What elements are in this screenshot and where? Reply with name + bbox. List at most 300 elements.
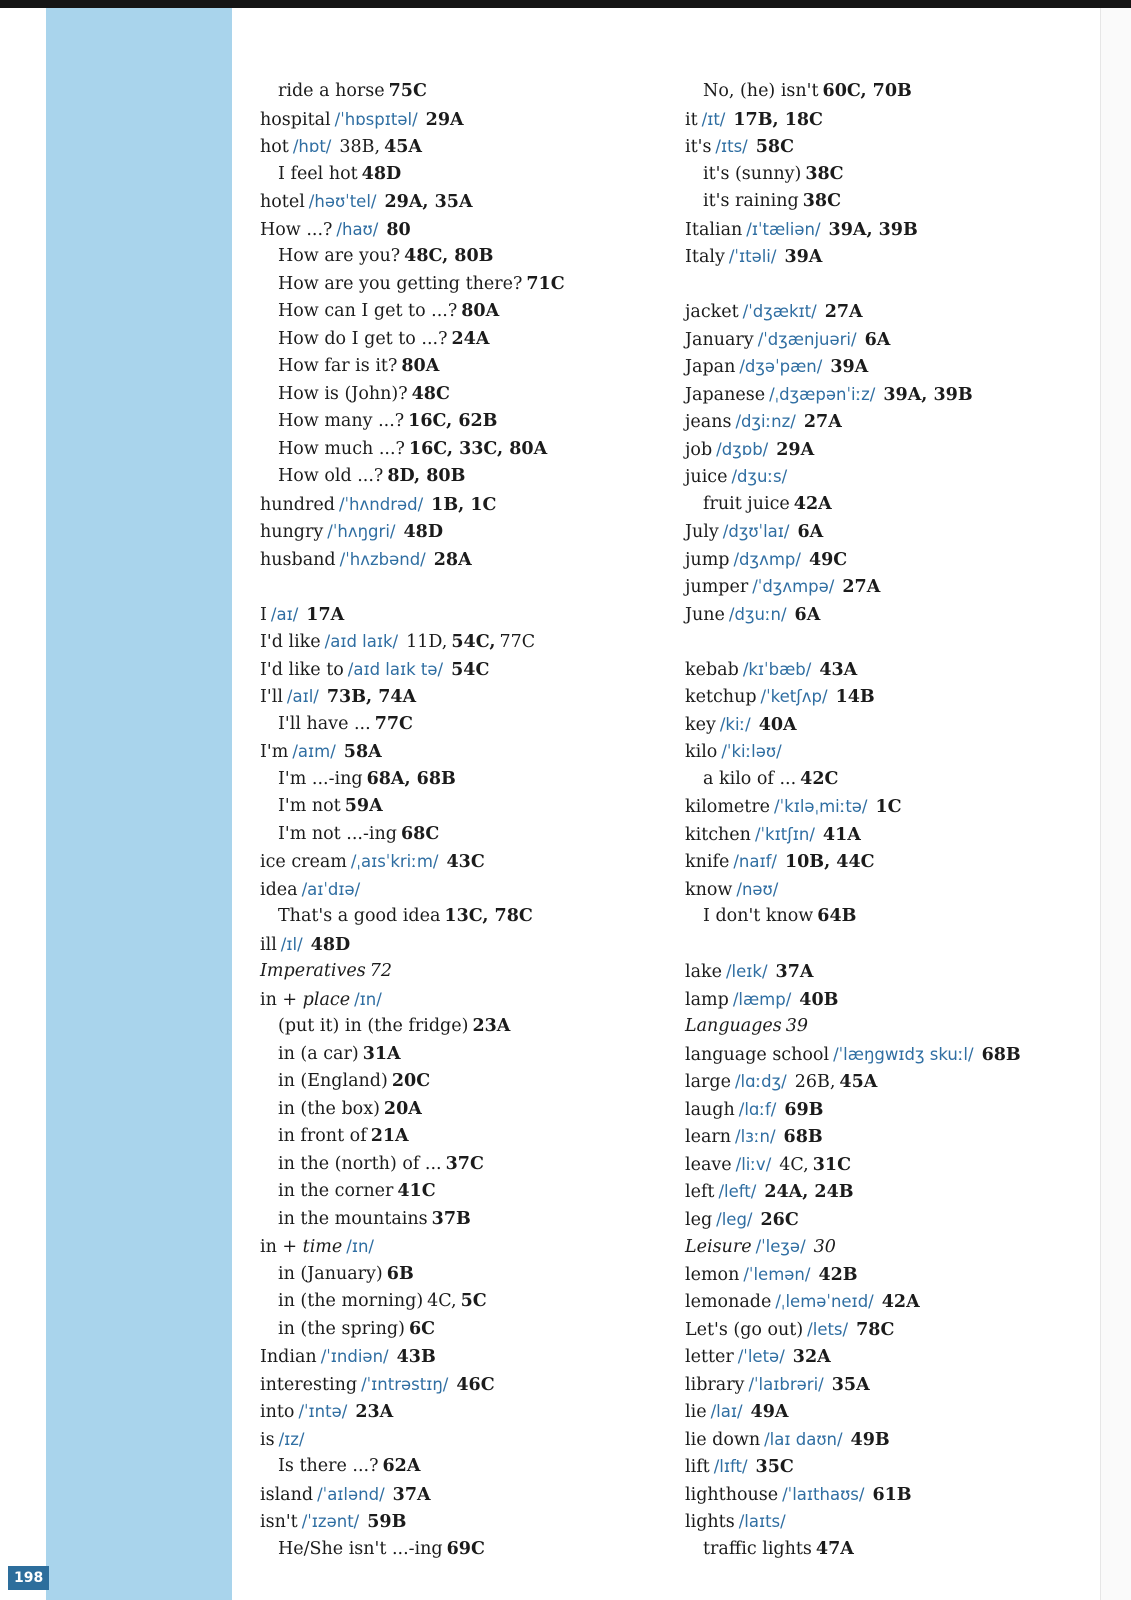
headword: ill: [260, 934, 277, 955]
index-entry: [260, 326, 680, 354]
headword: I'm ...-ing: [278, 768, 363, 789]
headword: left: [685, 1182, 715, 1202]
pronunciation: /ˈlemən/: [743, 1264, 811, 1284]
unit-reference: 59A: [344, 796, 383, 816]
headword: in (January): [278, 1263, 383, 1284]
headword: How many ...?: [278, 411, 405, 431]
index-entry: [685, 903, 1095, 931]
headword: lights: [685, 1512, 735, 1532]
pronunciation: /ˈlaɪthaʊs/: [782, 1484, 865, 1504]
unit-reference: 31A: [362, 1043, 401, 1064]
index-entry: [685, 188, 1095, 216]
pronunciation: /həʊˈtel/: [308, 192, 377, 211]
unit-reference: 68A, 68B: [366, 768, 456, 789]
headword: I: [260, 604, 267, 625]
headword: hundred: [260, 494, 335, 515]
headword: How ...?: [260, 219, 333, 240]
unit-reference: 42A: [881, 1292, 920, 1312]
unit-reference: 6C: [408, 1318, 436, 1339]
unit-reference: 20A: [383, 1098, 422, 1119]
index-entry: [685, 78, 1095, 106]
index-entry: [260, 271, 680, 299]
headword: fruit juice: [703, 493, 790, 514]
pronunciation: /aɪ/: [270, 604, 299, 624]
unit-reference: 26C: [760, 1209, 799, 1230]
index-entry: [260, 1096, 680, 1124]
unit-reference: 48D: [403, 522, 443, 542]
unit-reference: 59B: [367, 1512, 407, 1532]
index-entry: [260, 1536, 680, 1564]
headword: I'll have ...: [278, 713, 371, 734]
index-entry: [685, 1041, 1095, 1069]
unit-reference: 61B: [872, 1484, 912, 1505]
index-entry: [260, 1123, 680, 1151]
headword: Japanese: [685, 384, 766, 405]
right-page-edge: [1100, 8, 1131, 1600]
index-entry: [685, 298, 1095, 326]
index-entry: [260, 1508, 680, 1536]
index-entry: [260, 958, 680, 986]
pronunciation: /haʊ/: [336, 219, 379, 239]
index-entry: [685, 1233, 1095, 1261]
index-entry: [685, 821, 1095, 849]
headword: in the (north) of ...: [278, 1153, 442, 1174]
pronunciation: /naɪf/: [733, 852, 777, 871]
index-entry: [685, 656, 1095, 684]
index-entry: [260, 546, 680, 574]
headword: idea: [260, 879, 298, 900]
index-entry: [685, 1178, 1095, 1206]
headword: hotel: [260, 192, 305, 212]
headword: (put it) in (the fridge): [278, 1016, 469, 1036]
unit-reference: 60C, 70B: [822, 81, 912, 101]
pronunciation: /ˈɪzənt/: [301, 1512, 360, 1531]
unit-reference: 72: [369, 961, 392, 981]
pronunciation: /liːv/: [735, 1154, 772, 1174]
unit-reference: 45A: [839, 1072, 878, 1092]
unit-reference: 6A: [797, 522, 824, 542]
headword: learn: [685, 1127, 732, 1147]
unit-reference: 6A: [794, 604, 821, 625]
headword: hungry: [260, 522, 324, 542]
headword: Indian: [260, 1347, 317, 1367]
unit-reference: 41A: [822, 824, 861, 845]
headword: I'm not: [278, 796, 341, 816]
unit-reference: 68B: [783, 1127, 823, 1147]
unit-reference: 69C: [446, 1538, 485, 1559]
unit-reference: 47A: [815, 1538, 854, 1559]
unit-reference: 41C: [397, 1181, 436, 1201]
headword: Let's (go out): [685, 1319, 804, 1340]
headword: ketchup: [685, 687, 757, 707]
unit-reference: 4C,: [779, 1154, 809, 1175]
pronunciation: /hɒt/: [292, 137, 332, 156]
pronunciation: /ˈkɪtʃɪn/: [754, 824, 815, 844]
index-entry: [685, 436, 1095, 464]
index-entry: [260, 1206, 680, 1234]
headword: in the corner: [278, 1181, 394, 1201]
unit-reference: 68C: [400, 823, 440, 844]
unit-reference: 45A: [384, 137, 423, 157]
headword: January: [685, 329, 754, 350]
unit-reference: 38C: [802, 191, 842, 211]
headword: lift: [685, 1457, 710, 1477]
unit-reference: 62A: [382, 1456, 421, 1476]
unit-reference: 49A: [750, 1402, 789, 1422]
index-entry: [685, 573, 1095, 601]
headword: lie down: [685, 1429, 761, 1450]
pronunciation: /ˈdʒʌmpə/: [752, 577, 835, 596]
index-entry: [685, 408, 1095, 436]
unit-reference: 80A: [461, 301, 500, 321]
pronunciation: /aɪˈdɪə/: [301, 879, 361, 899]
index-entry: [685, 1096, 1095, 1124]
pronunciation: /leɪk/: [726, 962, 768, 981]
index-entry: [685, 958, 1095, 986]
index-entry: [260, 821, 680, 849]
headword: job: [685, 439, 713, 460]
unit-reference: 80: [386, 219, 411, 240]
unit-reference: 78C: [856, 1319, 895, 1340]
headword: is: [260, 1429, 275, 1450]
unit-reference: 75C: [388, 81, 427, 101]
index-entry: [685, 1288, 1095, 1316]
pronunciation: /læmp/: [732, 989, 792, 1009]
index-entry: [685, 1206, 1095, 1234]
index-entry: [260, 931, 680, 959]
pronunciation: /ɪˈtæliən/: [746, 219, 821, 239]
headword: Italy: [685, 247, 725, 267]
index-column-right: [685, 78, 1095, 1563]
unit-reference: 46C: [456, 1374, 495, 1395]
headword: Languages: [685, 1016, 782, 1036]
unit-reference: 58A: [343, 742, 382, 762]
headword: library: [685, 1374, 745, 1395]
index-entry: [260, 1041, 680, 1069]
index-entry: [260, 1178, 680, 1206]
unit-reference: 73B, 74A: [326, 687, 417, 707]
pronunciation: /ˈɪntə/: [298, 1402, 348, 1421]
pronunciation: /kɪˈbæb/: [742, 659, 812, 679]
headword: a kilo of ...: [703, 768, 797, 789]
headword: Imperatives: [260, 961, 366, 981]
headword: I'm not ...-ing: [278, 823, 397, 844]
unit-reference: 24A: [451, 328, 490, 349]
headword-category: place: [302, 989, 351, 1010]
pronunciation: /ɪl/: [280, 934, 303, 954]
pronunciation: /ˈkiːləʊ/: [721, 742, 782, 761]
index-entry: [260, 903, 680, 931]
index-entry: [260, 463, 680, 491]
index-entry: [685, 793, 1095, 821]
headword: it's raining: [703, 191, 799, 211]
unit-reference: 80A: [401, 356, 440, 376]
index-entry: [260, 518, 680, 546]
left-margin-band: [46, 8, 232, 1600]
index-entry: [260, 711, 680, 739]
index-entry: [260, 436, 680, 464]
headword: I don't know: [703, 906, 814, 926]
unit-reference: 37C: [445, 1153, 484, 1174]
headword: it: [685, 109, 698, 130]
headword: jump: [685, 549, 730, 570]
index-entry: [685, 216, 1095, 244]
headword: in +: [260, 1237, 298, 1257]
index-entry: [685, 1151, 1095, 1179]
pronunciation: /ˌdʒæpənˈiːz/: [769, 384, 876, 404]
pronunciation: /ˈɪtəli/: [728, 247, 777, 266]
headword: He/She isn't ...-ing: [278, 1538, 443, 1559]
unit-reference: 29A: [776, 439, 815, 460]
index-entry: [685, 1508, 1095, 1536]
headword: into: [260, 1402, 295, 1422]
unit-reference: 35C: [755, 1457, 794, 1477]
index-entry: [260, 656, 680, 684]
headword: it's (sunny): [703, 163, 802, 184]
unit-reference: 48D: [361, 163, 402, 184]
headword: traffic lights: [703, 1538, 812, 1559]
index-entry: [260, 78, 680, 106]
unit-reference: 43A: [819, 659, 858, 680]
index-entry: [685, 1453, 1095, 1481]
headword: husband: [260, 549, 336, 570]
index-entry: [685, 353, 1095, 381]
pronunciation: /ˈketʃʌp/: [760, 687, 828, 706]
unit-reference: 42B: [818, 1264, 858, 1285]
index-entry: [260, 986, 680, 1014]
index-entry: [260, 216, 680, 244]
headword: leave: [685, 1154, 732, 1175]
spacer: [685, 931, 1095, 959]
unit-reference: 39A: [830, 357, 869, 377]
unit-reference: 39A, 39B: [828, 219, 918, 240]
index-entry: [685, 1261, 1095, 1289]
pronunciation: /lɜːn/: [735, 1127, 776, 1146]
pronunciation: /dʒuːs/: [731, 467, 788, 486]
pronunciation: /kiː/: [719, 714, 751, 734]
pronunciation: /dʒʌmp/: [733, 549, 801, 569]
headword: in +: [260, 989, 298, 1010]
headword: lighthouse: [685, 1484, 779, 1505]
headword: leg: [685, 1209, 713, 1230]
index-entry: [685, 326, 1095, 354]
headword: How far is it?: [278, 356, 398, 376]
headword: lemon: [685, 1264, 740, 1285]
pronunciation: /ˈdʒænjuəri/: [757, 329, 857, 349]
unit-reference: 17A: [306, 604, 345, 625]
index-entry: [260, 1426, 680, 1454]
unit-reference: 29A, 35A: [384, 192, 473, 212]
unit-reference: 40B: [799, 989, 839, 1010]
headword: language school: [685, 1044, 830, 1065]
index-entry: [260, 848, 680, 876]
headword: That's a good idea: [278, 906, 441, 926]
unit-reference: 42C: [800, 768, 839, 789]
index-entry: [260, 1371, 680, 1399]
index-entry: [685, 601, 1095, 629]
headword: ride a horse: [278, 81, 385, 101]
unit-reference: 37A: [775, 962, 814, 982]
unit-reference: 77C: [499, 632, 536, 652]
unit-reference: 26B,: [794, 1072, 836, 1092]
pronunciation: /ˈdʒækɪt/: [742, 302, 817, 321]
unit-reference: 48C: [411, 383, 450, 404]
headword: laugh: [685, 1099, 735, 1120]
index-entry: [685, 848, 1095, 876]
pronunciation: /ɪn/: [354, 989, 382, 1009]
headword: I'd like to: [260, 659, 344, 680]
pronunciation: /lɑːdʒ/: [734, 1072, 787, 1091]
index-entry: [685, 766, 1095, 794]
headword: in (England): [278, 1071, 388, 1091]
unit-reference: 10B, 44C: [784, 852, 875, 872]
headword: Italian: [685, 219, 743, 240]
unit-reference: 38C: [805, 163, 844, 184]
pronunciation: /dʒiːnz/: [735, 412, 796, 431]
headword: How can I get to ...?: [278, 301, 458, 321]
headword: hot: [260, 137, 289, 157]
index-entry: [685, 683, 1095, 711]
spacer: [260, 573, 680, 601]
headword: lake: [685, 962, 722, 982]
index-entry: [260, 628, 680, 656]
headword: in front of: [278, 1126, 367, 1146]
headword: jeans: [685, 412, 732, 432]
index-entry: [685, 1481, 1095, 1509]
index-column-left: [260, 78, 680, 1563]
pronunciation: /ˈlaɪbrəri/: [748, 1374, 824, 1394]
index-entry: [685, 106, 1095, 134]
pronunciation: /ˈletə/: [737, 1347, 785, 1366]
unit-reference: 1C: [875, 797, 902, 817]
unit-reference: 4C,: [427, 1291, 457, 1311]
index-entry: [260, 1316, 680, 1344]
pronunciation: /ɪt/: [701, 109, 726, 129]
pronunciation: /ˌleməˈneɪd/: [775, 1292, 874, 1311]
pronunciation: /lɑːf/: [738, 1099, 777, 1119]
unit-reference: 17B, 18C: [733, 109, 823, 130]
index-entry: [260, 766, 680, 794]
headword: interesting: [260, 1374, 358, 1395]
unit-reference: 23A: [355, 1402, 394, 1422]
headword: juice: [685, 467, 728, 487]
unit-reference: 29A: [425, 109, 464, 130]
unit-reference: 5C: [460, 1291, 487, 1311]
headword: How do I get to ...?: [278, 328, 448, 349]
index-entry: [260, 1151, 680, 1179]
headword-category: time: [302, 1237, 343, 1257]
index-entry: [685, 1536, 1095, 1564]
unit-reference: 43B: [396, 1347, 436, 1367]
index-entry: [260, 133, 680, 161]
unit-reference: 69B: [784, 1099, 824, 1120]
headword: June: [685, 604, 725, 625]
index-entry: [685, 518, 1095, 546]
pronunciation: /ˈhʌndrəd/: [338, 494, 424, 514]
headword: lamp: [685, 989, 729, 1010]
headword: island: [260, 1484, 314, 1505]
pronunciation: /ˈaɪlənd/: [317, 1484, 385, 1504]
unit-reference: 48D: [310, 934, 351, 955]
unit-reference: 54C,: [451, 632, 496, 652]
headword: it's: [685, 137, 712, 157]
unit-reference: 16C, 62B: [408, 411, 498, 431]
unit-reference: 43C: [446, 852, 485, 872]
unit-reference: 23A: [472, 1016, 511, 1036]
pronunciation: /lɪft/: [713, 1457, 748, 1476]
unit-reference: 27A: [824, 302, 863, 322]
pronunciation: /ˈɪndiən/: [320, 1347, 389, 1366]
pronunciation: /dʒʊˈlaɪ/: [722, 522, 790, 541]
unit-reference: 39A: [784, 247, 823, 267]
unit-reference: 11D,: [406, 632, 448, 652]
index-entry: [685, 738, 1095, 766]
index-entry: [685, 876, 1095, 904]
pronunciation: /ɪz/: [278, 1429, 305, 1449]
pronunciation: /ˈhʌzbənd/: [339, 549, 426, 569]
headword: Is there ...?: [278, 1456, 379, 1476]
index-entry: [260, 876, 680, 904]
pronunciation: /lets/: [807, 1319, 849, 1339]
index-entry: [260, 106, 680, 134]
unit-reference: 64B: [817, 906, 857, 926]
index-entry: [260, 1343, 680, 1371]
headword: in (the morning): [278, 1291, 424, 1311]
index-entry: [260, 408, 680, 436]
headword: How are you?: [278, 246, 401, 266]
headword: July: [685, 522, 719, 542]
pronunciation: /ɪts/: [715, 137, 748, 156]
unit-reference: 21A: [370, 1126, 409, 1146]
headword: in (the box): [278, 1098, 380, 1119]
headword: Leisure: [685, 1237, 752, 1257]
pronunciation: /ɪn/: [346, 1237, 374, 1256]
headword: No, (he) isn't: [703, 81, 819, 101]
pronunciation: /left/: [718, 1182, 757, 1201]
unit-reference: 32A: [792, 1347, 831, 1367]
headword: I'll: [260, 687, 283, 707]
headword: key: [685, 714, 716, 735]
index-entry: [685, 546, 1095, 574]
unit-reference: 68B: [981, 1044, 1021, 1065]
index-entry: [260, 188, 680, 216]
headword: lie: [685, 1402, 707, 1422]
index-entry: [685, 1013, 1095, 1041]
unit-reference: 20C: [391, 1071, 431, 1091]
index-entry: [685, 1371, 1095, 1399]
unit-reference: 13C, 78C: [444, 906, 533, 926]
index-entry: [260, 1288, 680, 1316]
unit-reference: 6B: [386, 1263, 414, 1284]
headword: I feel hot: [278, 163, 358, 184]
headword: know: [685, 879, 733, 900]
unit-reference: 49C: [808, 549, 848, 570]
unit-reference: 14B: [835, 687, 875, 707]
unit-reference: 27A: [842, 577, 881, 597]
headword: How old ...?: [278, 466, 384, 486]
pronunciation: /aɪd laɪk/: [324, 632, 399, 651]
index-entry: [685, 1316, 1095, 1344]
pronunciation: /ˌaɪsˈkriːm/: [350, 852, 439, 871]
unit-reference: 6A: [864, 329, 891, 350]
index-entry: [685, 986, 1095, 1014]
headword: I'm: [260, 742, 289, 762]
index-entry: [260, 1481, 680, 1509]
unit-reference: 77C: [374, 713, 413, 734]
pronunciation: /dʒuːn/: [728, 604, 787, 624]
headword: large: [685, 1072, 731, 1092]
index-entry: [260, 298, 680, 326]
